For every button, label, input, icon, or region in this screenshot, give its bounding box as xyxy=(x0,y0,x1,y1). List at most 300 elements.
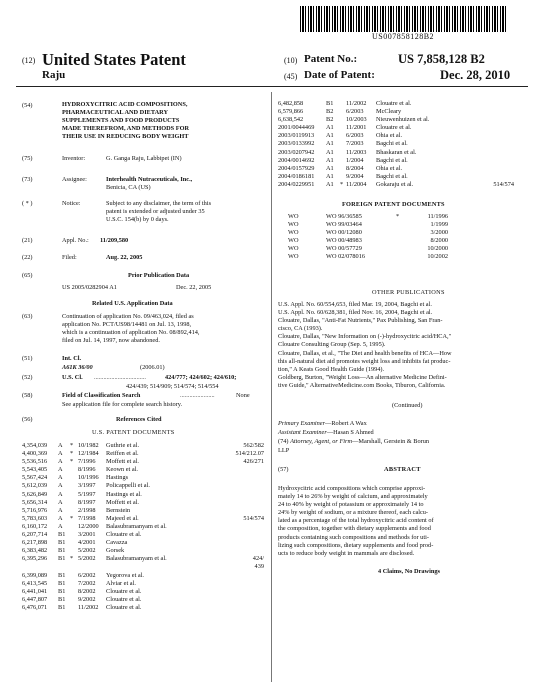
patent-date: 11/2003 xyxy=(346,148,367,156)
foreign-c: WO xyxy=(288,253,299,261)
patent-cl xyxy=(222,539,264,547)
patent-no: 6,482,858 xyxy=(278,100,304,107)
abstract-line: lizing such compositions, dietary supplements and food prod- xyxy=(278,541,434,549)
patent-row xyxy=(278,140,528,148)
patent-k: B1 xyxy=(58,571,66,579)
foreign-no: WO 00/48983 xyxy=(326,237,362,245)
patent-name: Keown et al. xyxy=(106,466,138,474)
patent-date: 3/1997 xyxy=(78,482,96,490)
patent-s xyxy=(70,580,78,588)
patent-k: A1 xyxy=(326,140,334,148)
patent-row xyxy=(278,124,528,132)
patent-row xyxy=(278,132,528,140)
foreign-date: 8/2000 xyxy=(430,237,448,245)
patent-k: A xyxy=(58,522,63,530)
patent-s xyxy=(70,474,78,482)
patent-row xyxy=(22,507,270,515)
patent-date: 7/1998 xyxy=(78,514,96,522)
patent-no: 6,217,898 xyxy=(22,539,48,547)
foreign-date: 10/2002 xyxy=(427,253,448,261)
patent-date: 12/1984 xyxy=(78,450,99,458)
patent-name: Policappelli et al. xyxy=(106,482,150,490)
us-cl-label: U.S. Cl. xyxy=(62,374,83,381)
patent-no: 6,413,545 xyxy=(22,579,48,587)
inventor-label: Inventor: xyxy=(62,155,86,162)
patent-name: Majeed et al. xyxy=(106,514,139,522)
patent-k xyxy=(58,563,70,571)
patent-row xyxy=(22,523,270,531)
patent-name: Gokaraju et al. xyxy=(376,180,414,188)
publication-line: tion," A Keats Good Health Guide (1994). xyxy=(278,365,385,373)
patent-no: 5,626,849 xyxy=(22,490,48,498)
patent-cl xyxy=(222,482,264,490)
patent-s xyxy=(70,596,78,604)
title-line: PHARMACEUTICAL AND DIETARY xyxy=(62,109,169,117)
patent-date: 6/2002 xyxy=(78,571,96,579)
code-12: (12) xyxy=(22,56,36,65)
patent-row xyxy=(22,596,270,604)
patent-no: 6,395,296 xyxy=(22,555,48,563)
patent-cl xyxy=(476,165,514,173)
foreign-patent-row xyxy=(288,221,524,229)
patent-cl xyxy=(222,466,264,474)
assistant-examiner-name: —Hasan S Ahmed xyxy=(326,429,374,436)
filed-value: Aug. 22, 2005 xyxy=(106,254,143,261)
foreign-no: WO 96/36585 xyxy=(326,213,362,220)
patent-name: Hastings et al. xyxy=(106,490,142,498)
patent-type-title: United States Patent xyxy=(42,50,186,69)
foreign-s: * xyxy=(396,213,400,220)
foreign-patent-row xyxy=(288,253,524,261)
us-cl-leader: ................................. xyxy=(94,374,146,381)
continuation-text xyxy=(62,313,199,345)
continuation-line: application No. PCT/US98/14481 on Jul. 13, 1998, xyxy=(62,321,192,329)
patent-cl xyxy=(222,580,264,588)
patent-k: B1 xyxy=(58,555,66,563)
publication-line: tive Guide," AlternativeMedicine.com Books, Tiburon, California. xyxy=(278,381,446,389)
publication-line: cisco, CA (1993). xyxy=(278,325,323,333)
patent-cl xyxy=(476,132,514,140)
other-publications-list xyxy=(278,301,528,390)
foreign-s xyxy=(396,245,404,253)
patent-cl: 514/574 xyxy=(243,514,264,522)
foreign-c: WO xyxy=(288,213,299,220)
patent-s: * xyxy=(70,442,74,449)
patent-row xyxy=(22,531,270,539)
abstract-line: products containing such compositions and methods for uti- xyxy=(278,533,429,541)
assistant-examiner-label: Assistant Examiner xyxy=(278,429,327,436)
patent-no: 6,476,071 xyxy=(22,603,48,611)
code-45: (45) xyxy=(284,72,298,81)
foreign-c: WO xyxy=(288,229,299,237)
claims-summary: 4 Claims, No Drawings xyxy=(378,568,440,575)
patent-no: 6,160,172 xyxy=(22,522,48,530)
patent-date: 10/1996 xyxy=(78,474,99,482)
patent-cl xyxy=(222,499,264,507)
foreign-date: 1/1999 xyxy=(430,221,448,229)
patent-s xyxy=(70,572,78,580)
patent-k: A1 xyxy=(326,172,334,180)
patent-row xyxy=(22,563,270,571)
notice-line: patent is extended or adjusted under 35 xyxy=(106,208,205,216)
patent-date: 11/2004 xyxy=(346,180,367,188)
foreign-date: 3/2000 xyxy=(430,229,448,237)
patent-number: US 7,858,128 B2 xyxy=(398,52,485,66)
foreign-s xyxy=(396,253,404,261)
patent-no: 5,612,039 xyxy=(22,482,48,490)
patent-no: 2004/0229951 xyxy=(278,180,315,188)
patent-date: 9/2004 xyxy=(346,172,364,180)
patent-date: 7/2002 xyxy=(78,579,96,587)
patent-cl xyxy=(476,108,514,116)
patent-s: * xyxy=(70,458,74,466)
code-56: (56) xyxy=(22,416,33,423)
abstract-line: Hydroxycitric acid compositions which comprise approxi- xyxy=(278,485,426,492)
publication-line: Goldberg, Burton, "Weight Loss—An alternative Medicine Defini- xyxy=(278,373,447,381)
patent-no: 6,447,807 xyxy=(22,595,48,603)
date-of-patent: Dec. 28, 2010 xyxy=(440,68,511,82)
patent-name: Moffett et al. xyxy=(106,458,139,466)
attorney-label: Attorney, Agent, or Firm xyxy=(290,438,353,445)
patent-no-label: Patent No.: xyxy=(304,53,358,65)
patent-s xyxy=(70,482,78,490)
patent-row xyxy=(22,499,270,507)
code-75: (75) xyxy=(22,155,33,162)
patent-k: B2 xyxy=(326,108,334,116)
patent-row xyxy=(278,149,528,157)
patent-no: 2003/0207942 xyxy=(278,148,315,156)
title-line: SUPPLEMENTS AND FOOD PRODUCTS xyxy=(62,117,180,125)
patent-cl xyxy=(476,100,514,108)
patent-k: A1 xyxy=(326,164,334,172)
patent-k: A xyxy=(58,506,63,514)
patent-s xyxy=(70,539,78,547)
patent-s xyxy=(70,588,78,596)
patent-cl xyxy=(222,491,264,499)
attorney-code: (74) xyxy=(278,438,289,445)
foreign-date: 10/2000 xyxy=(427,245,448,253)
us-cl-line-1: 424/777; 424/602; 424/610; xyxy=(165,374,237,381)
patent-name: Clouatre et al. xyxy=(106,595,142,603)
foreign-s xyxy=(396,221,404,229)
patent-date: 11/2002 xyxy=(78,603,99,611)
patent-s: * xyxy=(340,180,344,188)
patent-row xyxy=(278,165,528,173)
abstract-heading: ABSTRACT xyxy=(384,466,421,473)
abstract-line: 24 to 40% by weight of potassium or approximately 14 to xyxy=(278,501,424,509)
patent-k: A xyxy=(58,442,63,449)
continuation-line: Continuation of application No. 09/463,024, filed as xyxy=(62,313,194,320)
abstract-text xyxy=(278,485,528,558)
int-cl-label: Int. Cl. xyxy=(62,355,82,362)
patent-cl xyxy=(222,588,264,596)
patent-no: 5,656,314 xyxy=(22,498,48,506)
patent-no: 2004/0014692 xyxy=(278,156,315,164)
patent-row xyxy=(22,572,270,580)
patent-cl xyxy=(222,547,264,555)
foreign-patent-row xyxy=(288,213,524,221)
us-cl-line-2: 424/439; 514/909; 514/574; 514/554 xyxy=(126,383,219,390)
patent-name: Clouatre et al. xyxy=(376,124,412,132)
patent-cl xyxy=(222,572,264,580)
patent-date: 5/2002 xyxy=(78,547,96,555)
primary-examiner xyxy=(278,420,367,428)
date-of-patent-label: Date of Patent: xyxy=(304,69,375,81)
patent-cl: 514/212.07 xyxy=(235,450,264,458)
patent-date: 9/2002 xyxy=(78,595,96,603)
patent-row xyxy=(278,116,528,124)
code-22: (22) xyxy=(22,254,33,261)
patent-no xyxy=(22,563,58,571)
field-search-value: None xyxy=(236,392,250,399)
patent-row xyxy=(22,580,270,588)
continued-note: (Continued) xyxy=(392,402,423,409)
patent-name: Gorsek xyxy=(106,547,125,555)
patent-row xyxy=(22,547,270,555)
patent-no: 5,783,603 xyxy=(22,514,48,522)
attorney-name: —Marshall, Gerstein & Borun xyxy=(352,438,430,445)
abstract-line: ucts to reduce body weight in mammals are disclosed. xyxy=(278,549,415,557)
foreign-no: WO 00/12080 xyxy=(326,229,362,237)
patent-cl xyxy=(476,173,514,181)
us-patent-docs-heading: U.S. PATENT DOCUMENTS xyxy=(92,429,175,436)
patent-s xyxy=(70,563,78,571)
patent-no: 5,543,405 xyxy=(22,466,48,474)
title-line: MADE THEREFROM, AND METHODS FOR xyxy=(62,125,190,133)
patent-date: 8/1996 xyxy=(78,466,96,474)
patent-name: Moffett et al. xyxy=(106,498,139,506)
appl-no-label: Appl. No.: xyxy=(62,237,89,244)
patent-cl: 439 xyxy=(254,563,264,571)
patent-row xyxy=(278,108,528,116)
patent-row xyxy=(22,539,270,547)
notice-line: U.S.C. 154(b) by 0 days. xyxy=(106,216,169,224)
patent-no: 6,441,041 xyxy=(22,587,48,595)
patent-name: Reiffen et al. xyxy=(106,450,139,458)
patent-name: Guthrie et al. xyxy=(106,442,140,449)
invention-title xyxy=(62,101,189,141)
patent-name: Bagchi et al. xyxy=(376,140,408,148)
foreign-patent-row xyxy=(288,229,524,237)
patent-k: B1 xyxy=(58,547,66,555)
assignee-value xyxy=(106,176,192,192)
patent-cl xyxy=(476,140,514,148)
prior-publication-date: Dec. 22, 2005 xyxy=(176,284,212,291)
us-patent-list-continued xyxy=(278,100,528,189)
patent-row xyxy=(22,474,270,482)
patent-no: 5,536,516 xyxy=(22,458,48,466)
patent-name: McCleary xyxy=(376,108,402,116)
patent-k: A xyxy=(58,450,63,458)
publication-line: Clouatre Consulting Group (Sep. 5, 1995). xyxy=(278,341,386,349)
patent-cl: 424/ xyxy=(252,555,264,563)
patent-k: A1 xyxy=(326,148,334,156)
patent-name: Nieuwenhuizen et al. xyxy=(376,116,430,124)
patent-no: 6,383,482 xyxy=(22,547,48,555)
patent-s: * xyxy=(70,450,74,458)
patent-date: 6/2003 xyxy=(346,132,364,140)
patent-row xyxy=(278,181,528,189)
patent-name: Bagchi et al. xyxy=(376,172,408,180)
patent-date: 3/2001 xyxy=(78,531,96,539)
patent-name: Cavazza xyxy=(106,539,128,547)
patent-k: A1 xyxy=(326,156,334,164)
patent-no: 6,579,866 xyxy=(278,108,304,116)
foreign-s xyxy=(396,237,404,245)
patent-name: Ohia et al. xyxy=(376,132,403,140)
patent-date: 1/2004 xyxy=(346,156,364,164)
patent-cl xyxy=(222,474,264,482)
primary-examiner-label: Primary Examiner xyxy=(278,420,326,427)
patent-name: Balasubramanyam et al. xyxy=(106,555,167,563)
patent-name: Clouatre et al. xyxy=(376,100,412,107)
patent-row xyxy=(278,157,528,165)
patent-name: Clouatre et al. xyxy=(106,603,142,611)
patent-no: 5,716,976 xyxy=(22,506,48,514)
patent-name: Clouatre et al. xyxy=(106,587,142,595)
patent-k: B1 xyxy=(58,595,66,603)
patent-k: B1 xyxy=(58,587,66,595)
foreign-no: WO 00/57729 xyxy=(326,245,362,253)
patent-cl xyxy=(222,596,264,604)
assignee-location: Benicia, CA (US) xyxy=(106,184,151,192)
patent-date: 7/2003 xyxy=(346,140,364,148)
patent-row xyxy=(22,450,270,458)
patent-s xyxy=(70,531,78,539)
abstract-line: the composition, together with dietary supplements and food xyxy=(278,525,431,533)
patent-no: 4,354,039 xyxy=(22,442,48,449)
patent-no: 6,207,714 xyxy=(22,531,48,539)
patent-cl xyxy=(476,149,514,157)
us-patent-list xyxy=(22,442,270,612)
notice-label: Notice: xyxy=(62,200,81,207)
related-data-heading: Related U.S. Application Data xyxy=(92,300,173,307)
publication-line: U.S. Appl. No. 60/554,653, filed Mar. 19, 2004, Bagchi et al. xyxy=(278,301,432,308)
abstract-line: mately 14 to 26% by weight of calcium, and approximately xyxy=(278,493,428,501)
title-line: THEIR USE IN REDUCING BODY WEIGHT xyxy=(62,133,189,141)
foreign-no: WO 02/078016 xyxy=(326,253,366,261)
patent-k: B2 xyxy=(326,116,334,124)
patent-name: Bhaskaran et al. xyxy=(376,148,417,156)
patent-date: 11/2001 xyxy=(346,124,367,132)
code-73: (73) xyxy=(22,176,33,183)
attorney-line-2: LLP xyxy=(278,447,290,454)
patent-k: A xyxy=(58,514,63,522)
patent-k: A xyxy=(58,482,63,490)
patent-k: A xyxy=(58,466,63,474)
code-65: (65) xyxy=(22,272,33,279)
patent-name: Clouatre et al. xyxy=(106,531,142,539)
filed-label: Filed: xyxy=(62,254,77,261)
header-rule xyxy=(16,86,528,87)
field-search-leader: ...................... xyxy=(180,392,215,399)
patent-k: B1 xyxy=(326,100,334,107)
patent-date: 6/2003 xyxy=(346,108,364,116)
patent-k: A xyxy=(58,474,63,482)
foreign-c: WO xyxy=(288,221,299,229)
patent-row xyxy=(22,482,270,490)
code-54: (54) xyxy=(22,102,33,109)
primary-examiner-name: —Robert A Wax xyxy=(325,420,367,427)
patent-name: Balasubramanyam et al. xyxy=(106,522,167,530)
patent-cl xyxy=(476,116,514,124)
patent-row xyxy=(22,588,270,596)
assistant-examiner xyxy=(278,429,374,437)
code-notice: ( * ) xyxy=(22,200,33,207)
foreign-date: 11/1996 xyxy=(427,213,448,220)
patent-row xyxy=(22,555,270,563)
int-cl-year: (2006.01) xyxy=(140,364,165,371)
patent-s: * xyxy=(70,514,74,522)
code-10: (10) xyxy=(284,56,298,65)
foreign-no: WO 99/03464 xyxy=(326,221,362,229)
foreign-docs-heading: FOREIGN PATENT DOCUMENTS xyxy=(342,201,445,208)
patent-k: A1 xyxy=(326,180,334,188)
notice-text xyxy=(106,200,211,224)
patent-row xyxy=(278,173,528,181)
patent-cl xyxy=(222,531,264,539)
title-line: HYDROXYCITRIC ACID COMPOSITIONS, xyxy=(62,101,188,108)
patent-date: 5/2002 xyxy=(78,555,96,563)
field-search-note: See application file for complete search history. xyxy=(62,401,183,408)
code-21: (21) xyxy=(22,237,33,244)
int-cl-code: A61K 36/00 xyxy=(62,364,93,371)
header-inventor: Raju xyxy=(42,69,66,81)
patent-cl xyxy=(222,523,264,531)
patent-date: 11/2002 xyxy=(346,100,367,107)
publication-line: U.S. Appl. No. 60/628,381, filed Nov. 16, 2004, Bagchi et al. xyxy=(278,309,433,317)
patent-no: 2004/0157929 xyxy=(278,164,315,172)
references-heading: References Cited xyxy=(116,416,162,423)
publication-line: Clouatre, Dallas, "Anti-Fat Nutrients," Pax Publishing, San Fran- xyxy=(278,317,443,325)
patent-no: 4,400,369 xyxy=(22,450,48,458)
foreign-patent-list xyxy=(288,213,524,262)
inventor-value: G. Ganga Raju, Labbipet (IN) xyxy=(106,155,182,162)
foreign-c: WO xyxy=(288,245,299,253)
patent-date: 7/1996 xyxy=(78,458,96,466)
patent-no: 5,567,424 xyxy=(22,474,48,482)
patent-no: 6,638,542 xyxy=(278,116,304,124)
patent-k: B1 xyxy=(58,531,66,539)
patent-date: 8/2004 xyxy=(346,164,364,172)
patent-row xyxy=(22,466,270,474)
patent-k: A xyxy=(58,498,63,506)
patent-name: Hastings xyxy=(106,474,129,482)
patent-row xyxy=(22,491,270,499)
appl-no-value: 11/209,580 xyxy=(100,237,129,244)
patent-cl xyxy=(476,157,514,165)
patent-cl: 426/271 xyxy=(243,458,264,466)
patent-no: 2001/0044469 xyxy=(278,124,315,132)
patent-name: Yegorova et al. xyxy=(106,571,145,579)
code-52: (52) xyxy=(22,374,33,381)
code-63: (63) xyxy=(22,313,33,320)
patent-k: B1 xyxy=(58,539,66,547)
code-51: (51) xyxy=(22,355,33,362)
patent-row xyxy=(22,442,270,450)
patent-date: 8/2002 xyxy=(78,587,96,595)
patent-name xyxy=(106,563,222,571)
patent-s xyxy=(70,466,78,474)
abstract-line: 24% by weight of sodium, or a mixture thereof, each calcu- xyxy=(278,509,429,517)
patent-row xyxy=(278,100,528,108)
patent-cl: 514/574 xyxy=(493,180,514,188)
continuation-line: which is a continuation of application No. 08/892,414, xyxy=(62,329,200,337)
code-57: (57) xyxy=(278,466,289,473)
patent-s xyxy=(70,523,78,531)
foreign-s xyxy=(396,229,404,237)
patent-cl: 562/582 xyxy=(243,442,264,449)
